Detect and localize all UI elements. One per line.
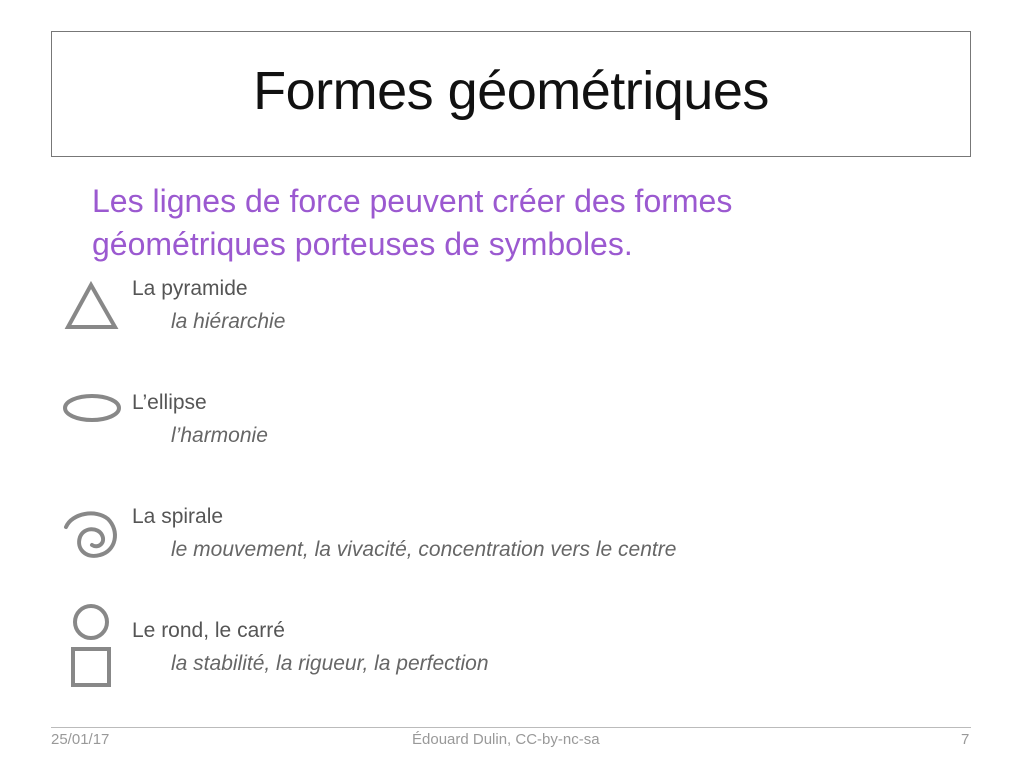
shape-meaning: l’harmonie bbox=[171, 424, 268, 447]
slide-subtitle bbox=[92, 180, 912, 266]
shape-item-circle-square bbox=[0, 604, 1024, 704]
shape-item-ellipse bbox=[0, 389, 1024, 489]
shape-meaning: la hiérarchie bbox=[171, 310, 286, 333]
shape-meaning: la stabilité, la rigueur, la perfection bbox=[171, 652, 489, 675]
slide-title: Formes géométriques bbox=[253, 61, 769, 121]
footer-divider bbox=[51, 727, 971, 728]
shape-name: Le rond, le carré bbox=[132, 619, 285, 642]
shape-name: La pyramide bbox=[132, 277, 248, 300]
shape-item-pyramid bbox=[0, 275, 1024, 375]
shape-name: L’ellipse bbox=[132, 391, 207, 414]
triangle-icon bbox=[60, 281, 120, 331]
shape-item-spiral bbox=[0, 503, 1024, 603]
shape-name: La spirale bbox=[132, 505, 224, 528]
spiral-icon bbox=[60, 505, 124, 561]
title-box bbox=[51, 31, 971, 157]
subtitle-line-1: Les lignes de force peuvent créer des formes bbox=[92, 183, 733, 219]
ellipse-icon bbox=[60, 388, 124, 428]
shape-meaning: le mouvement, la vivacité, concentration vers le centre bbox=[171, 538, 677, 561]
footer-date: 25/01/17 bbox=[51, 731, 110, 748]
subtitle-line-2: géométriques porteuses de symboles. bbox=[92, 226, 633, 262]
footer-author: Édouard Dulin, CC-by-nc-sa bbox=[412, 731, 600, 748]
footer-page-number: 7 bbox=[961, 731, 970, 748]
circle-square-icon bbox=[60, 604, 124, 692]
